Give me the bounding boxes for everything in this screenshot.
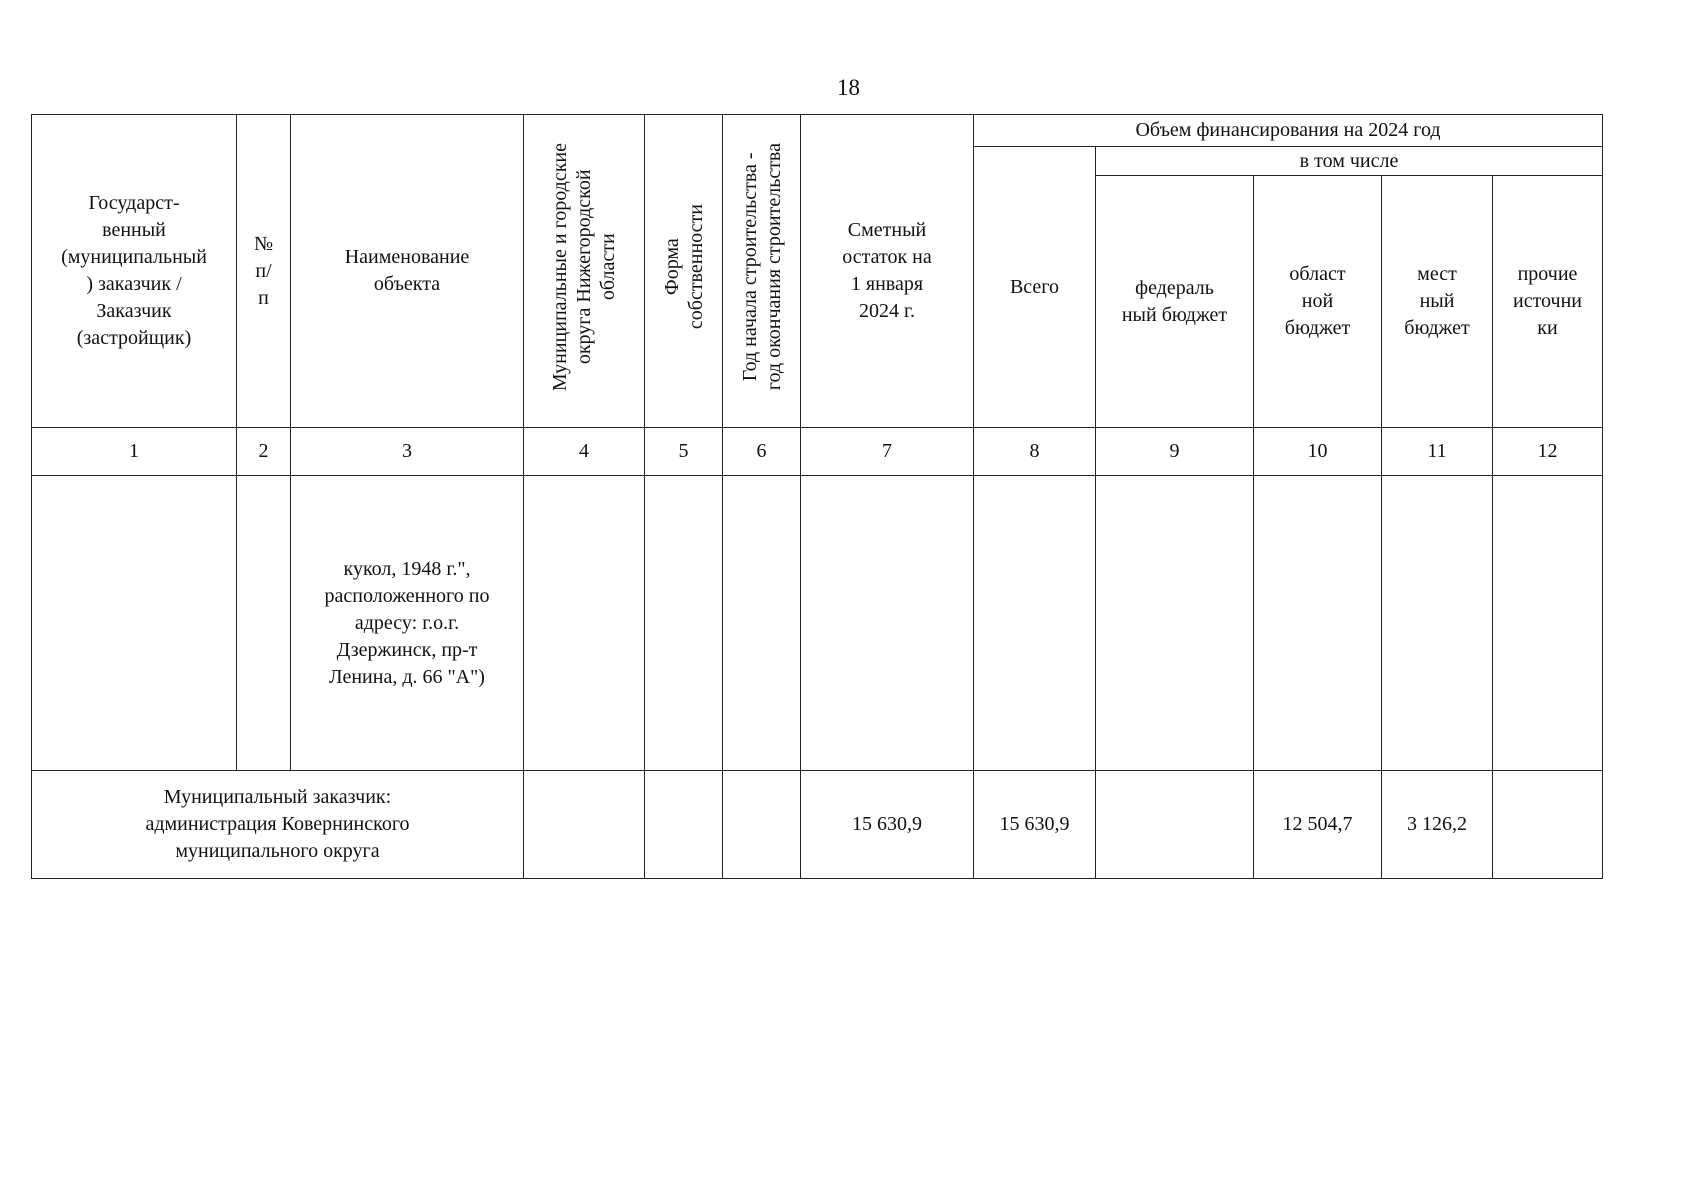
total-customer-cell: Муниципальный заказчик: администрация Ковернинского муниципального округа (32, 771, 524, 879)
column-number-row (32, 428, 1603, 476)
header-municipal-districts (524, 115, 645, 428)
header-regional-budget: област ной бюджет (1254, 176, 1382, 428)
column-number: 3 (291, 428, 524, 476)
total-all: 15 630,9 (974, 771, 1096, 879)
total-local-budget: 3 126,2 (1382, 771, 1493, 879)
object-cell-7 (801, 476, 974, 771)
total-estimated-balance: 15 630,9 (801, 771, 974, 879)
header-customer: Государст- венный (муниципальный ) заказчик / Заказчик (застройщик) (32, 115, 237, 428)
column-number: 2 (237, 428, 291, 476)
header-financing-group: Объем финансирования на 2024 год (974, 115, 1603, 147)
object-customer-cell (32, 476, 237, 771)
column-number: 8 (974, 428, 1096, 476)
header-row-number: № п/ п (237, 115, 291, 428)
table-row-object (32, 476, 1603, 771)
table-row-total (32, 771, 1603, 879)
header-ownership-form-text: Форма собственности (660, 204, 707, 330)
header-object-name: Наименование объекта (291, 115, 524, 428)
financing-table (31, 114, 1603, 879)
column-number: 6 (723, 428, 801, 476)
column-number: 10 (1254, 428, 1382, 476)
header-construction-years (723, 115, 801, 428)
total-cell-4 (524, 771, 645, 879)
object-cell-8 (974, 476, 1096, 771)
total-federal-budget (1096, 771, 1254, 879)
total-regional-budget: 12 504,7 (1254, 771, 1382, 879)
header-estimated-balance: Сметный остаток на 1 января 2024 г. (801, 115, 974, 428)
header-construction-years-text: Год начала строительства - год окончания строительства (738, 143, 785, 391)
object-cell-11 (1382, 476, 1493, 771)
object-cell-12 (1493, 476, 1603, 771)
column-number: 11 (1382, 428, 1493, 476)
object-number-cell (237, 476, 291, 771)
object-cell-9 (1096, 476, 1254, 771)
object-name-cell: кукол, 1948 г.", расположенного по адресу: г.о.г. Дзержинск, пр-т Ленина, д. 66 "А") (291, 476, 524, 771)
header-local-budget: мест ный бюджет (1382, 176, 1493, 428)
column-number: 5 (645, 428, 723, 476)
column-number: 1 (32, 428, 237, 476)
header-other-sources: прочие источни ки (1493, 176, 1603, 428)
column-number: 4 (524, 428, 645, 476)
total-cell-5 (645, 771, 723, 879)
header-row-1 (32, 115, 1603, 147)
column-number: 12 (1493, 428, 1603, 476)
header-total: Всего (974, 147, 1096, 428)
column-number: 7 (801, 428, 974, 476)
object-cell-10 (1254, 476, 1382, 771)
object-cell-4 (524, 476, 645, 771)
header-municipal-districts-text: Муниципальные и городские округа Нижегородской области (549, 142, 619, 392)
total-other-sources (1493, 771, 1603, 879)
column-number: 9 (1096, 428, 1254, 476)
page-number: 18 (837, 75, 860, 100)
header-federal-budget: федераль ный бюджет (1096, 176, 1254, 428)
total-cell-6 (723, 771, 801, 879)
header-ownership-form (645, 115, 723, 428)
header-including: в том числе (1096, 147, 1603, 176)
object-cell-5 (645, 476, 723, 771)
object-cell-6 (723, 476, 801, 771)
